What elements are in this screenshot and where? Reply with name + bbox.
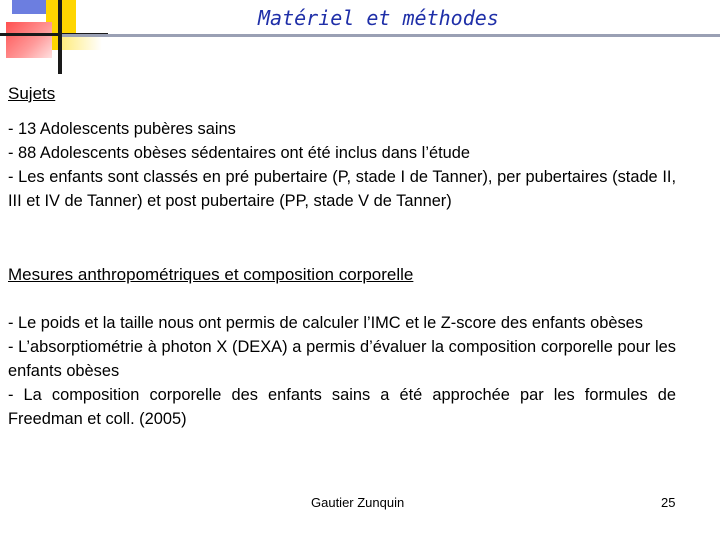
body-line: - Les enfants sont classés en pré pubertaire (P, stade I de Tanner), per pubertaires (stade II, III et IV de Tanner) et post pubertaire (PP, stade V de Tanner) bbox=[8, 168, 676, 210]
section-heading-subjects: Sujets bbox=[8, 84, 56, 103]
slide-logo-decoration bbox=[0, 0, 110, 80]
body-line: - 88 Adolescents obèses sédentaires ont été inclus dans l’étude bbox=[8, 144, 470, 162]
footer-page-number: 25 bbox=[661, 495, 676, 510]
section-body-subjects bbox=[8, 117, 676, 213]
body-line: - Le poids et la taille nous ont permis de calculer l’IMC et le Z-score des enfants obèses bbox=[8, 314, 643, 332]
body-line: - 13 Adolescents pubères sains bbox=[8, 120, 236, 138]
slide-title: Matériel et méthodes bbox=[258, 6, 499, 30]
section-heading-measures: Mesures anthropométriques et composition corporelle bbox=[8, 265, 414, 284]
footer-author: Gautier Zunquin bbox=[311, 495, 405, 510]
logo-vertical-line bbox=[58, 0, 62, 74]
section-body-measures bbox=[8, 311, 676, 431]
body-line: - L’absorptiométrie à photon X (DEXA) a permis d’évaluer la composition corporelle pour les enfants obèses bbox=[8, 338, 676, 380]
logo-red-block bbox=[6, 22, 52, 58]
title-underline-rule bbox=[62, 34, 720, 37]
body-line: - La composition corporelle des enfants sains a été approchée par les formules de Freedman et coll. (2005) bbox=[8, 386, 676, 428]
logo-blue-block bbox=[12, 0, 50, 14]
